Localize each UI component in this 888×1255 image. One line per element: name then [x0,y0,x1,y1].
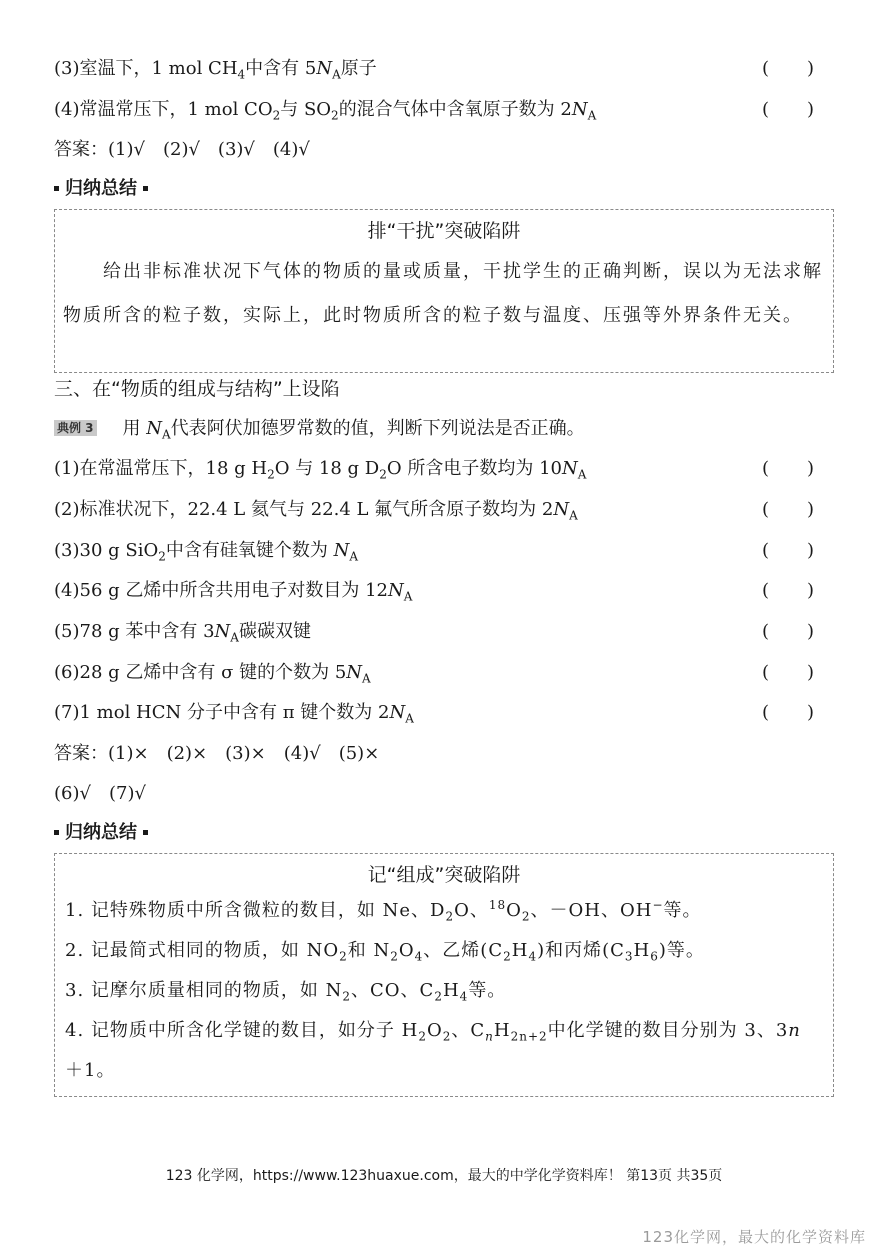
box-item-3: 3. 记摩尔质量相同的物质，如 $N_2$、CO、$C_2H_4$等。 [65,980,507,1004]
bullet-square [54,830,59,835]
answer-bracket: ( ) [762,662,815,683]
box-text: 给出非标准状况下气体的物质的量或质量，干扰学生的正确判断，误以为无法求解物质所含的粒子数，实际上，此时物质所含的粒子数与温度、压强等外界条件无关。 [63,261,823,326]
question-2: (2)标准状况下，22.4 L 氦气与 22.4 L 氟气所含原子数均为 $2N_A$ [54,499,578,523]
summary-box-composition [54,853,834,1097]
watermark: 123化学网，最大的化学资料库 [642,1228,866,1246]
answer-bracket: ( ) [762,99,815,120]
question-4: (4)常温常压下，1 mol $CO_2$与 $SO_2$的混合气体中含氧原子数为 $2N_A$ [54,99,597,123]
answer-bracket: ( ) [762,58,815,79]
answer-bracket: ( ) [762,702,815,723]
page-footer: 123 化学网，https://www.123huaxue.com，最大的中学化学资料库！ 第13页 共35页 [165,1168,723,1184]
question-3b: (3)30 g SiO$_2$中含有硅氧键个数为 $N_A$ [54,540,359,564]
box-item-4-continued: ＋1。 [65,1060,116,1081]
question-6: (6)28 g 乙烯中含有 σ 键的个数为 $5N_A$ [54,662,371,686]
question-7: (7)1 mol HCN 分子中含有 π 键个数为 $2N_A$ [54,702,414,726]
answer-line-1: 答案：(1)√ (2)√ (3)√ (4)√ [54,139,310,160]
summary-heading-1: 归纳总结 [54,176,148,202]
summary-heading-2: 归纳总结 [54,820,148,846]
answer-bracket: ( ) [762,540,815,561]
box-item-1: 1. 记特殊物质中所含微粒的数目，如 Ne、$D_2O$、$^{18}O_2$、－OH、OH−等。 [65,898,702,924]
answer-line-3: (6)√ (7)√ [54,783,146,804]
bullet-square [143,186,148,191]
bullet-square [54,186,59,191]
summary-box-interference [54,209,834,373]
box-title: 记“组成”突破陷阱 [367,864,521,886]
answer-bracket: ( ) [762,458,815,479]
section-title: 三、在“物质的组成与结构”上设陷 [54,378,340,400]
example-prompt: 典例 3 用 $N_A$代表阿伏加德罗常数的值，判断下列说法是否正确。 [54,416,585,442]
box-item-4: 4. 记物质中所含化学键的数目，如分子 $H_2O_2$、$C_nH_{2n+2}$中化学键的数目分别为 3、3n [65,1020,801,1044]
example-badge: 典例 3 [54,420,97,436]
answer-bracket: ( ) [762,621,815,642]
answer-line-2: 答案：(1)× (2)× (3)× (4)√ (5)× [54,743,380,764]
answer-bracket: ( ) [762,499,815,520]
question-5: (5)78 g 苯中含有 $3N_A$碳碳双键 [54,621,311,645]
question-1: (1)在常温常压下，18 g $H_2O$ 与 18 g $D_2O$ 所含电子数均为 $10N_A$ [54,458,587,482]
question-3: (3)室温下，1 mol $CH_4$中含有 $5N_A$原子 [54,58,377,82]
answer-bracket: ( ) [762,580,815,601]
box-title: 排“干扰”突破陷阱 [367,220,521,242]
question-4b: (4)56 g 乙烯中所含共用电子对数目为 $12N_A$ [54,580,413,604]
box-item-2: 2. 记最简式相同的物质，如 $NO_2$和 $N_2O_4$、乙烯$(C_2H_4)$和丙烯$(C_3H_6)$等。 [65,940,705,964]
bullet-square [143,830,148,835]
